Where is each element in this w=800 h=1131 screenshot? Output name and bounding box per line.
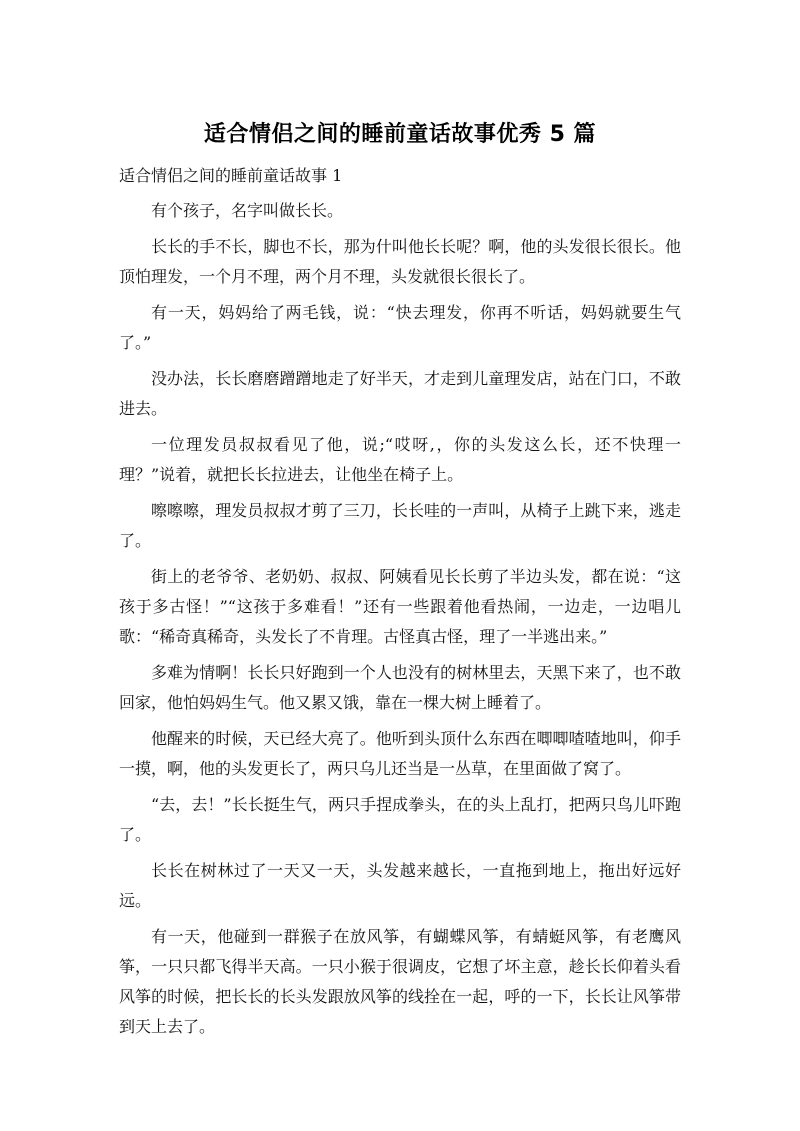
- paragraph: 街上的老爷爷、老奶奶、叔叔、阿姨看见长长剪了半边头发，都在说：“这孩于多古怪！”“这孩于多难看！”还有一些跟着他看热闹，一边走，一边唱儿歌：“稀奇真稀奇，头发长了不肯理。古怪真古怪，理了一半逃出来。”: [119, 567, 681, 646]
- paragraph: “去，去！”长长挺生气，两只手捏成拳头，在的头上乱打，把两只鸟儿吓跑了。: [119, 795, 681, 844]
- paragraph: 长长的手不长，脚也不长，那为什叫他长长呢？啊，他的头发很长很长。他顶怕理发，一个月不理，两个月不理，头发就很长很长了。: [119, 237, 681, 286]
- paragraph: 长长在树林过了一天又一天，头发越来越长，一直拖到地上，拖出好远好远。: [119, 861, 681, 910]
- story-body: [119, 196, 681, 1048]
- section-title: 适合情侣之间的睡前童话故事 1: [119, 166, 343, 185]
- document-title: 适合情侣之间的睡前童话故事优秀 5 篇: [203, 122, 597, 147]
- paragraph: 有一天，他碰到一群猴子在放风筝，有蝴蝶风筝，有蜻蜓风筝，有老鹰风筝，一只只都飞得半天高。一只小猴于很调皮，它想了坏主意，趁长长仰着头看风筝的时候，把长长的长头发跟放风筝的线拴在一起，呼的一下，长长让风筝带到天上去了。: [119, 927, 681, 1036]
- paragraph: 嚓嚓嚓，理发员叔叔才剪了三刀，长长哇的一声叫，从椅子上跳下来，逃走了。: [119, 501, 681, 550]
- paragraph: 多难为情啊！长长只好跑到一个人也没有的树林里去，天黑下来了，也不敢回家，他怕妈妈生气。他又累又饿，靠在一棵大树上睡着了。: [119, 663, 681, 712]
- paragraph: 他醒来的时候，天已经大亮了。他听到头顶什么东西在唧唧喳喳地叫，仰手一摸，啊，他的头发更长了，两只乌儿还当是一丛草，在里面做了窝了。: [119, 729, 681, 778]
- paragraph: 有一天，妈妈给了两毛钱，说：“快去理发，你再不听话，妈妈就要生气了。”: [119, 303, 681, 352]
- paragraph: 有个孩子，名字叫做长长。: [151, 201, 344, 220]
- paragraph: 一位理发员叔叔看见了他，说;“哎呀,，你的头发这么长，还不快理一理？”说着，就把长长拉进去，让他坐在椅子上。: [119, 435, 681, 484]
- paragraph: 没办法，长长磨磨蹭蹭地走了好半天，才走到儿童理发店，站在门口，不敢进去。: [119, 369, 681, 418]
